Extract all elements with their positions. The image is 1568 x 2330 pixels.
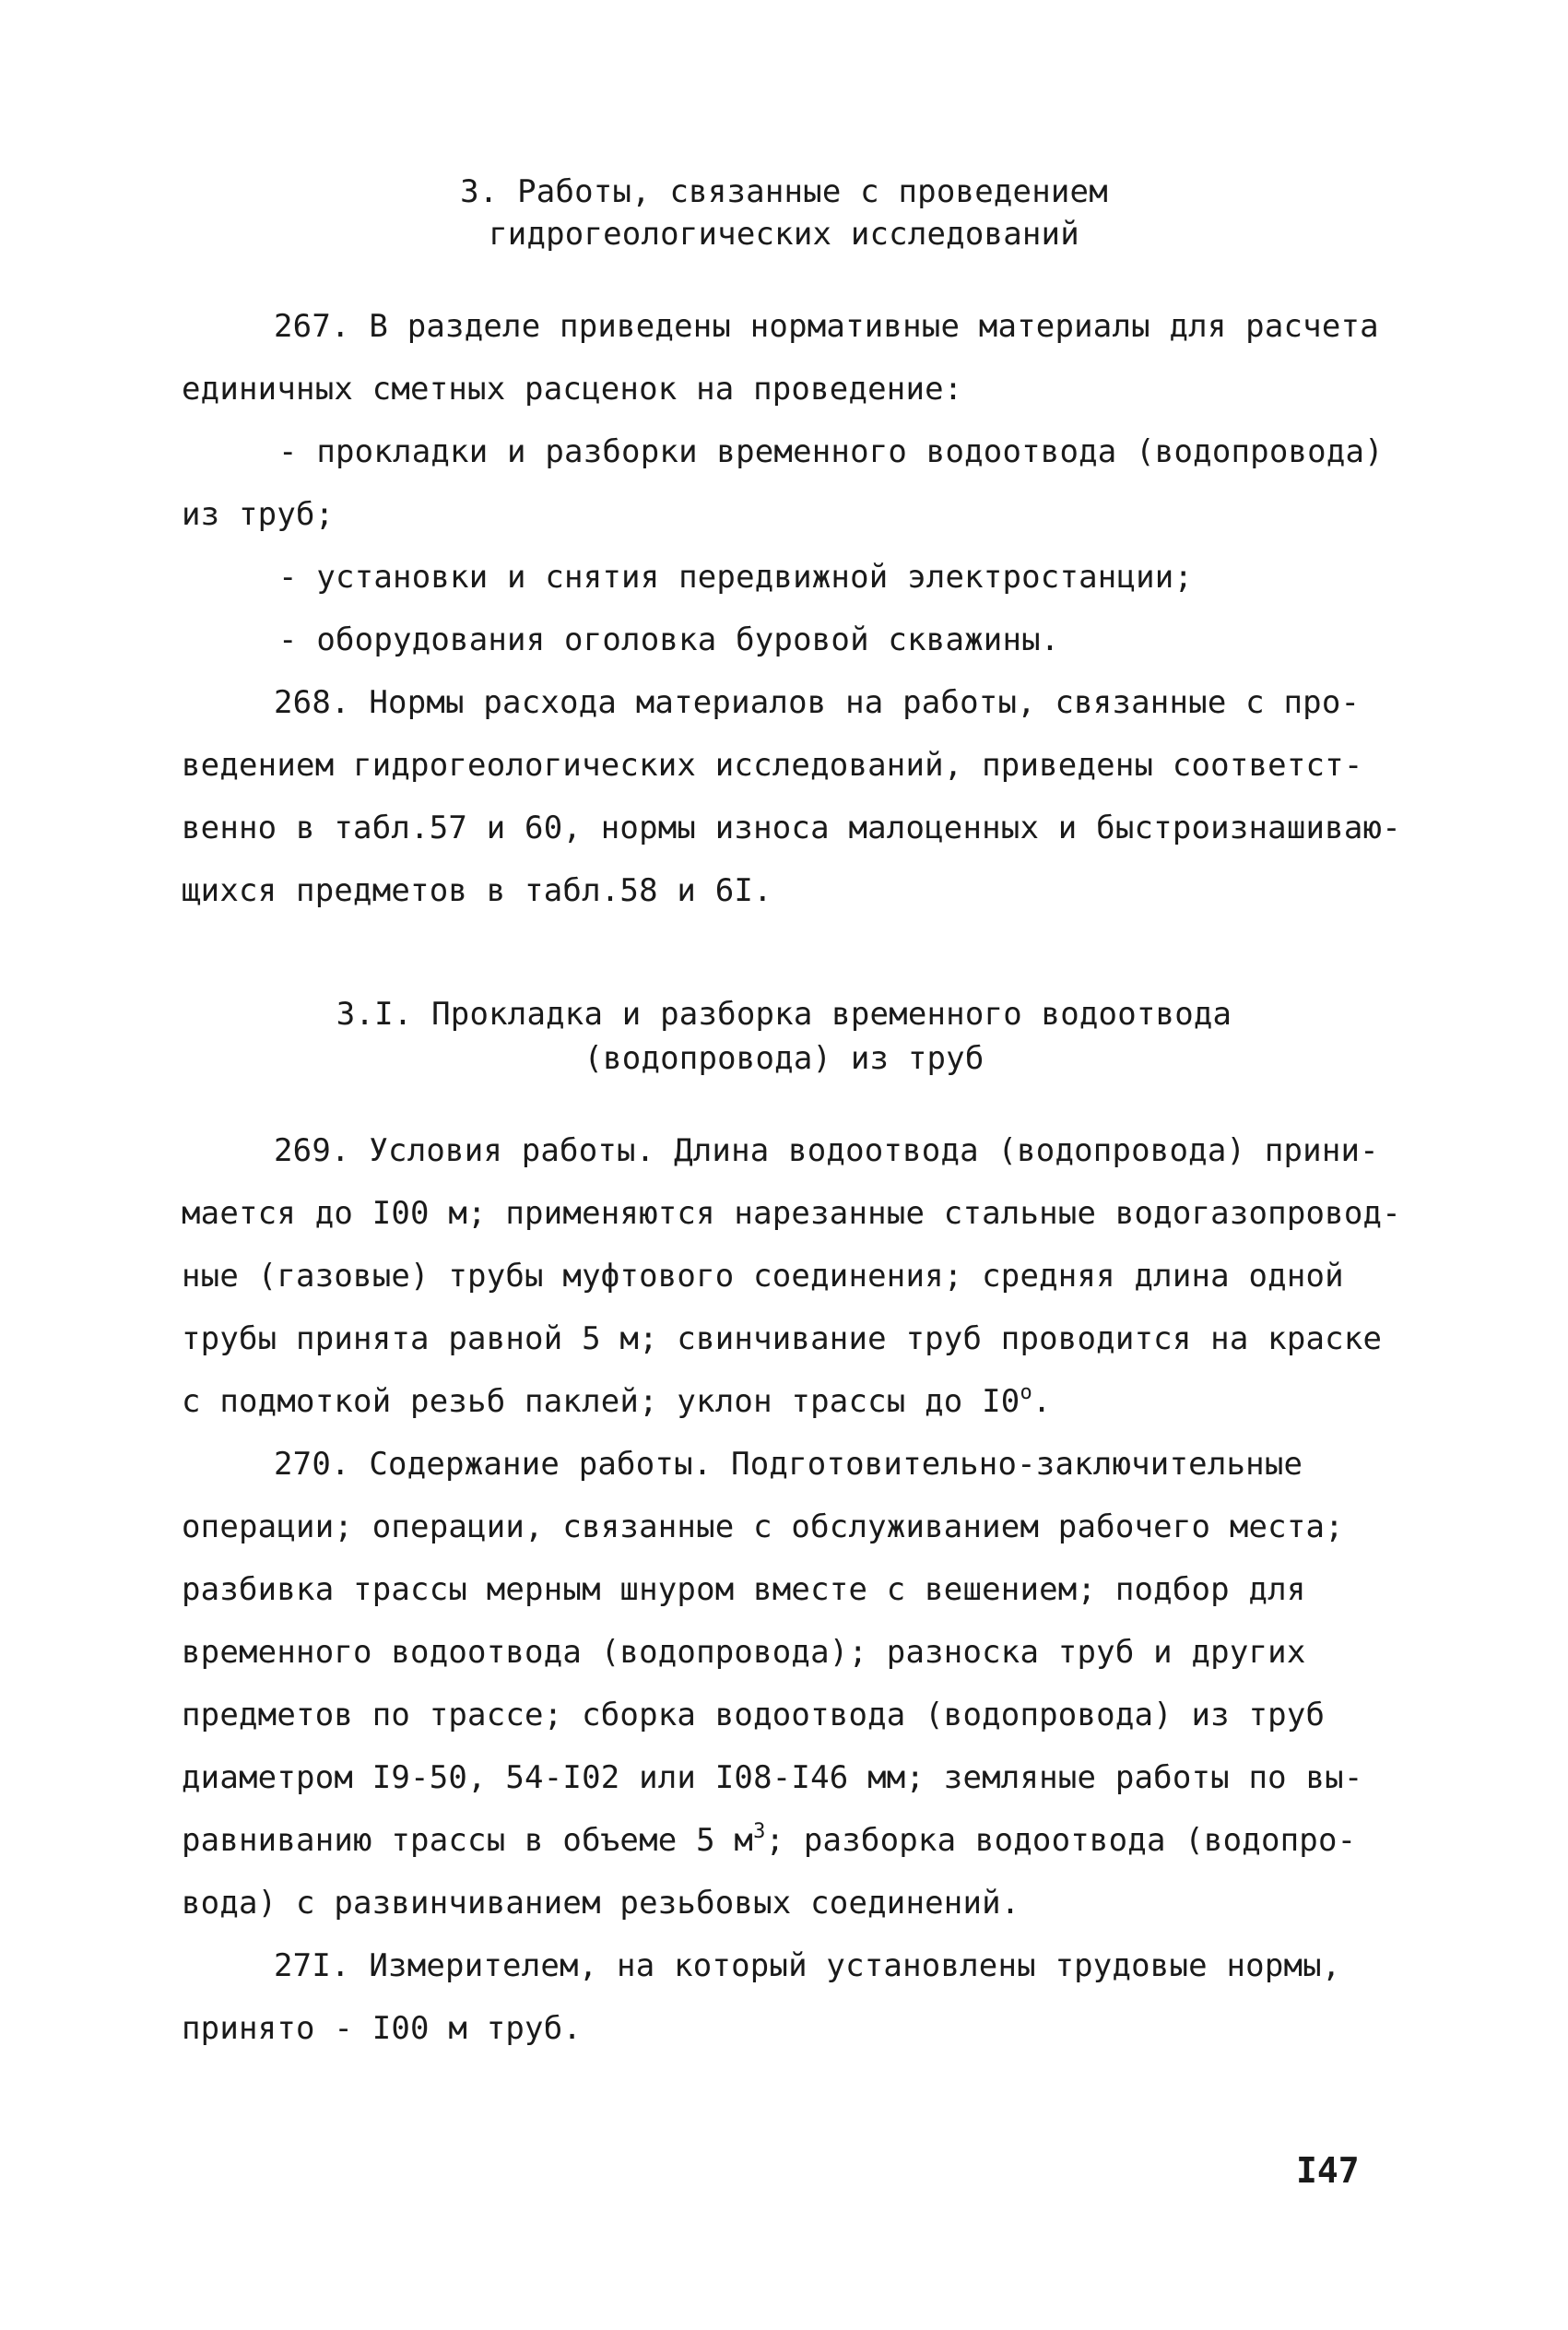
paragraph-267-line-4: из труб; bbox=[182, 496, 335, 533]
paragraph-270-line-8: вода) с развинчиванием резьбовых соединений. bbox=[182, 1885, 1020, 1922]
paragraph-269-line-5-text: с подмоткой резьб паклей; уклон трассы до I0 bbox=[182, 1383, 1020, 1420]
paragraph-270-line-3: разбивка трассы мерным шнуром вместе с вешением; подбор для bbox=[182, 1571, 1306, 1608]
paragraph-267-line-5: - установки и снятия передвижной электростанции; bbox=[278, 559, 1194, 596]
page-number: I47 bbox=[1296, 2150, 1360, 2191]
paragraph-270-line-6: диаметром I9-50, 54-I02 или I08-I46 мм; земляные работы по вы- bbox=[182, 1759, 1363, 1796]
paragraph-270-line-2: операции; операции, связанные с обслуживанием рабочего места; bbox=[182, 1508, 1344, 1545]
paragraph-271-line-1: 27I. Измерителем, на который установлены трудовые нормы, bbox=[274, 1947, 1341, 1984]
degree-superscript: о bbox=[1020, 1381, 1032, 1404]
paragraph-269-line-5 bbox=[182, 1381, 1052, 1422]
paragraph-267-line-6: - оборудования оголовка буровой скважины. bbox=[278, 621, 1060, 658]
paragraph-270-line-7-text: равниванию трассы в объеме 5 м bbox=[182, 1822, 754, 1859]
section-heading-line-1: 3. Работы, связанные с проведением bbox=[460, 173, 1108, 210]
subsection-heading-line-1: 3.I. Прокладка и разборка временного водоотвода bbox=[336, 996, 1232, 1033]
paragraph-267-line-3: - прокладки и разборки временного водоотвода (водопровода) bbox=[278, 433, 1384, 470]
paragraph-270-line-5: предметов по трассе; сборка водоотвода (водопровода) из труб bbox=[182, 1697, 1326, 1733]
paragraph-268-line-3: венно в табл.57 и 60, нормы износа малоценных и быстроизнашиваю- bbox=[182, 810, 1401, 846]
paragraph-269-line-5-end: . bbox=[1032, 1383, 1052, 1420]
paragraph-268-line-4: щихся предметов в табл.58 и 6I. bbox=[182, 872, 772, 909]
paragraph-270-line-7 bbox=[182, 1820, 1356, 1861]
paragraph-268-line-1: 268. Нормы расхода материалов на работы, связанные с про- bbox=[274, 684, 1361, 721]
paragraph-268-line-2: ведением гидрогеологических исследований, приведены соответст- bbox=[182, 747, 1363, 784]
paragraph-269-line-3: ные (газовые) трубы муфтового соединения; средняя длина одной bbox=[182, 1258, 1344, 1295]
paragraph-270-line-4: временного водоотвода (водопровода); разноска труб и других bbox=[182, 1634, 1306, 1671]
paragraph-270-line-1: 270. Содержание работы. Подготовительно-заключительные bbox=[274, 1446, 1303, 1483]
cubic-superscript: 3 bbox=[753, 1820, 766, 1843]
section-heading-line-2: гидрогеологических исследований bbox=[489, 216, 1079, 253]
paragraph-270-line-7-end: ; разборка водоотвода (водопро- bbox=[765, 1822, 1357, 1859]
paragraph-267-line-1: 267. В разделе приведены нормативные материалы для расчета bbox=[274, 308, 1379, 345]
paragraph-267-line-2: единичных сметных расценок на проведение: bbox=[182, 371, 963, 408]
paragraph-269-line-2: мается до I00 м; применяются нарезанные стальные водогазопровод- bbox=[182, 1195, 1401, 1232]
subsection-heading-line-2: (водопровода) из труб bbox=[584, 1040, 984, 1077]
paragraph-269-line-1: 269. Условия работы. Длина водоотвода (водопровода) прини- bbox=[274, 1132, 1379, 1169]
paragraph-269-line-4: трубы принята равной 5 м; свинчивание труб проводится на краске bbox=[182, 1320, 1383, 1357]
paragraph-271-line-2: принято - I00 м труб. bbox=[182, 2010, 583, 2047]
